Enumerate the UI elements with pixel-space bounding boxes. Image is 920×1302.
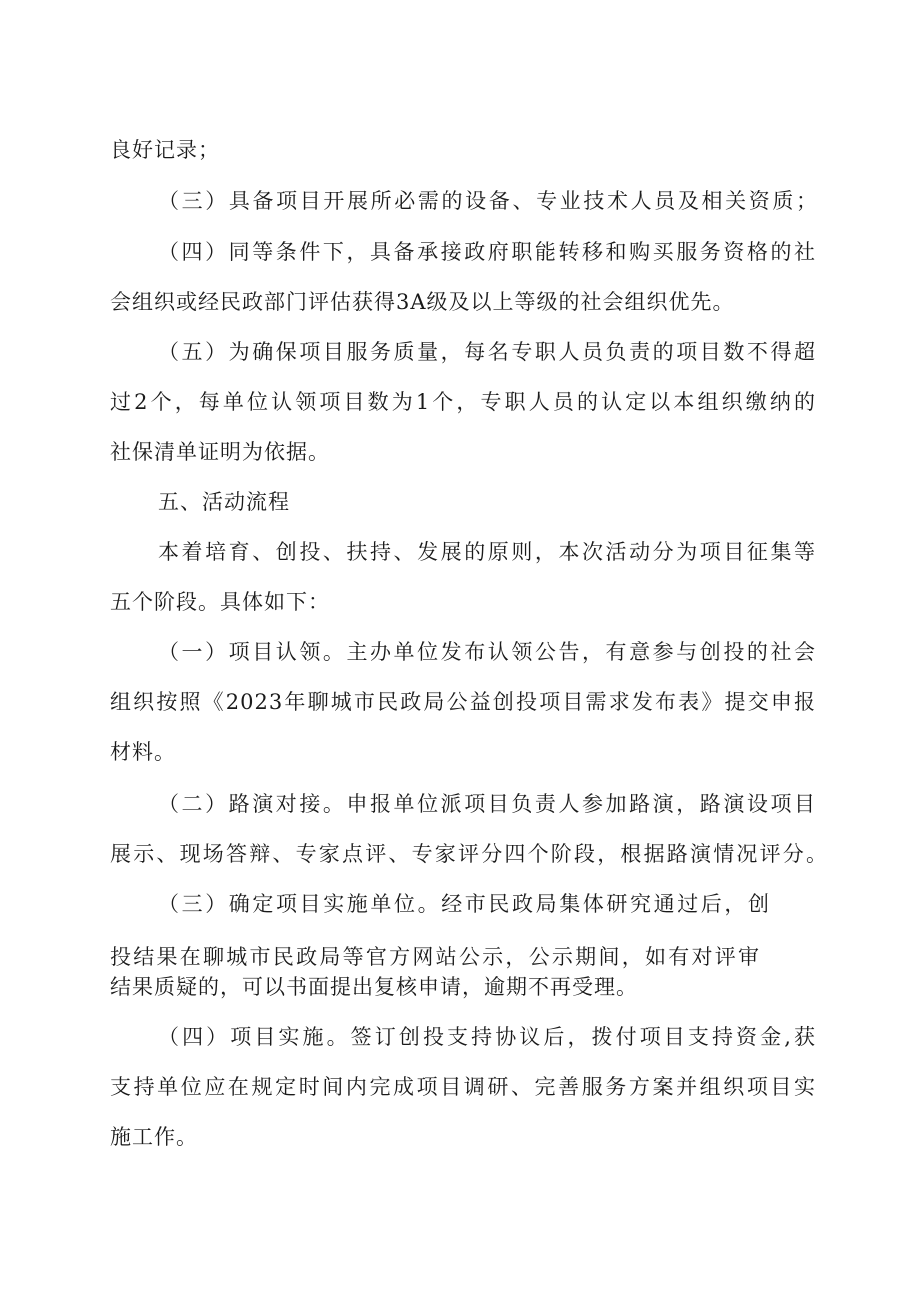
text-line: 施工作。 bbox=[110, 1125, 198, 1149]
text-line: （三）具备项目开展所必需的设备、专业技术人员及相关资质； bbox=[158, 189, 818, 213]
text-line: 会组织或经民政部门评估获得3A级及以上等级的社会组织优先。 bbox=[110, 290, 735, 314]
text-line: （一）项目认领。主办单位发布认领公告，有意参与创投的社会 bbox=[158, 640, 816, 664]
text-line: （四）项目实施。签订创投支持协议后，拨付项目支持资金,获 bbox=[158, 1025, 816, 1049]
text-line: 过2个，每单位认领项目数为1个，专职人员的认定以本组织缴纳的 bbox=[110, 390, 816, 414]
text-line: 材料。 bbox=[110, 740, 176, 764]
text-line: （三）确定项目实施单位。经市民政局集体研究通过后，创 bbox=[158, 892, 770, 916]
text-line: （五）为确保项目服务质量，每名专职人员负责的项目数不得超 bbox=[158, 340, 816, 364]
text-line: （二）路演对接。申报单位派项目负责人参加路演，路演设项目 bbox=[158, 792, 816, 816]
text-line: （四）同等条件下，具备承接政府职能转移和购买服务资格的社 bbox=[158, 240, 816, 264]
text-line: 展示、现场答辩、专家点评、专家评分四个阶段，根据路演情况评分。 bbox=[110, 842, 828, 866]
text-line: 投结果在聊城市民政局等官方网站公示，公示期间，如有对评审 bbox=[110, 945, 760, 969]
text-line: 支持单位应在规定时间内完成项目调研、完善服务方案并组织项目实 bbox=[110, 1075, 816, 1099]
section-heading: 五、活动流程 bbox=[158, 490, 290, 514]
text-line: 社保清单证明为依据。 bbox=[110, 440, 330, 464]
text-line: 良好记录； bbox=[110, 138, 220, 162]
text-line: 五个阶段。具体如下： bbox=[110, 590, 330, 614]
text-line: 组织按照《2023年聊城市民政局公益创投项目需求发布表》提交申报 bbox=[110, 690, 816, 714]
text-line: 本着培育、创投、扶持、发展的原则，本次活动分为项目征集等 bbox=[158, 540, 816, 564]
text-line: 结果质疑的，可以书面提出复核申请，逾期不再受理。 bbox=[110, 975, 638, 999]
